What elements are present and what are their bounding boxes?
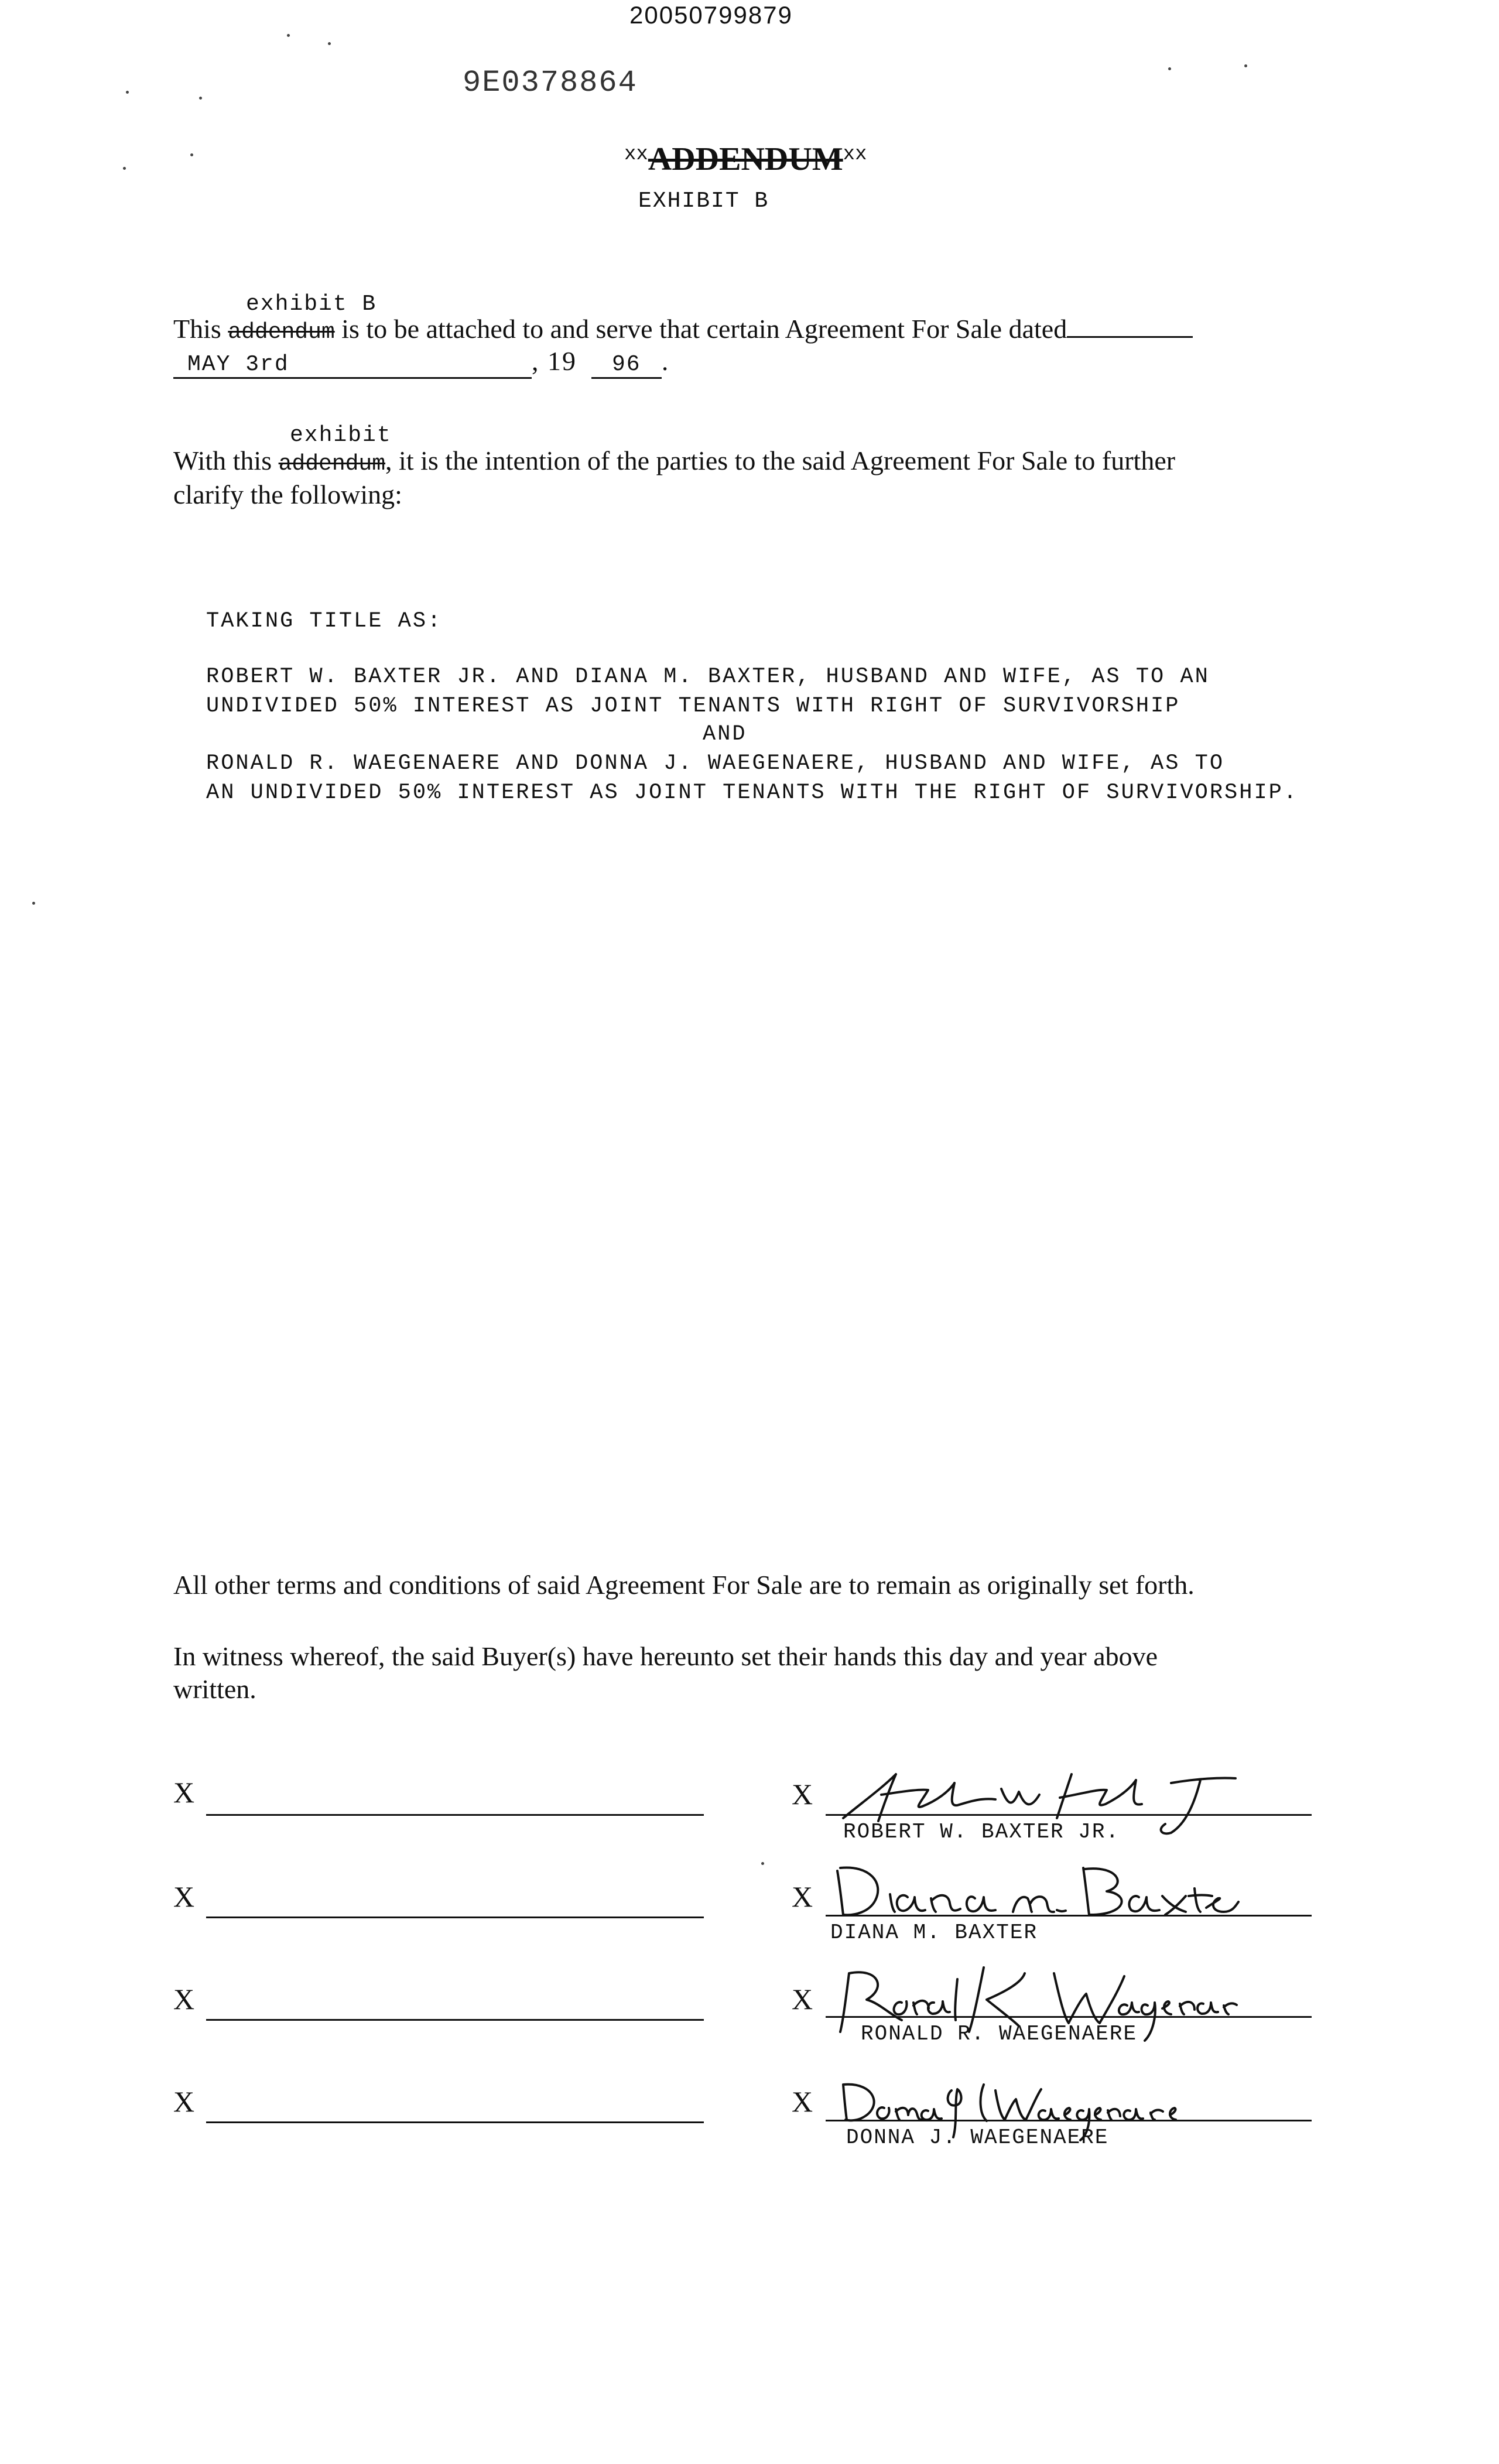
scan-speck <box>328 42 331 45</box>
left-sig-line-3 <box>206 2019 704 2021</box>
intro-text: is to be attached to and serve that certain Agreement For Sale dated <box>341 314 1067 344</box>
clarify-text-line1: , it is the intention of the parties to the said Agreement For Sale to further <box>385 446 1176 475</box>
intro-date-blank <box>1067 313 1193 338</box>
intro-year-prefix: , 19 <box>532 346 577 376</box>
title-suffix: xx <box>843 143 867 166</box>
body-line2: UNDIVIDED 50% INTEREST AS JOINT TENANTS WITH RIGHT OF SURVIVORSHIP <box>206 694 1180 718</box>
scan-speck <box>761 1862 764 1865</box>
left-sig-line-2 <box>206 1917 704 1918</box>
intro-line <box>173 313 1193 345</box>
signer-name-robert: ROBERT W. BAXTER JR. <box>843 1820 1120 1844</box>
title-prefix: xx <box>624 143 648 166</box>
body-heading: TAKING TITLE AS: <box>206 609 443 634</box>
intro-period: . <box>661 346 670 376</box>
scan-speck <box>199 97 202 100</box>
intro-insert: exhibit B <box>246 292 377 317</box>
scan-speck <box>126 91 129 94</box>
intro-this: This <box>173 314 221 344</box>
right-sig-mark-2: X <box>792 1880 813 1913</box>
document-subtitle: EXHIBIT B <box>638 189 769 214</box>
signature-robert-baxter <box>826 1748 1282 1844</box>
signature-donna-waegenaere <box>820 2067 1241 2146</box>
intro-year: 96 <box>591 352 662 379</box>
closing-witness-line2: written. <box>173 1674 256 1704</box>
document-title <box>624 141 867 178</box>
closing-witness-line1: In witness whereof, the said Buyer(s) have hereunto set their hands this day and year above <box>173 1641 1158 1671</box>
title-struck-word: ADDENDUM <box>648 141 843 177</box>
signature-ronald-waegenaere <box>820 1956 1241 2049</box>
scan-speck <box>287 34 290 37</box>
body-and: AND <box>703 722 747 747</box>
left-sig-mark-2: X <box>173 1880 195 1913</box>
left-sig-mark-3: X <box>173 1983 195 2015</box>
right-sig-mark-4: X <box>792 2085 813 2118</box>
closing-terms: All other terms and conditions of said Agreement For Sale are to remain as originally set forth. <box>173 1570 1195 1600</box>
signer-name-diana: DIANA M. BAXTER <box>830 1921 1038 1945</box>
scan-speck <box>123 167 126 170</box>
scan-speck <box>1168 67 1171 70</box>
signature-diana-baxter <box>820 1856 1241 1924</box>
scan-speck <box>190 153 193 156</box>
signer-name-ronald: RONALD R. WAEGENAERE <box>861 2022 1138 2046</box>
scan-speck <box>32 902 35 905</box>
clarify-struck-word: addendum <box>278 451 386 477</box>
right-sig-mark-1: X <box>792 1778 813 1811</box>
left-sig-mark-1: X <box>173 1776 195 1809</box>
body-line1: ROBERT W. BAXTER JR. AND DIANA M. BAXTER, HUSBAND AND WIFE, AS TO AN <box>206 665 1210 689</box>
intro-date-month: MAY 3rd <box>173 352 532 379</box>
intro-struck-word: addendum <box>228 320 335 345</box>
clarify-insert: exhibit <box>290 423 392 448</box>
clarify-line1 <box>173 445 1175 477</box>
left-sig-line-1 <box>206 1814 704 1816</box>
signer-name-donna: DONNA J. WAEGENAERE <box>846 2126 1109 2150</box>
clarify-line2: clarify the following: <box>173 480 402 509</box>
intro-date-line <box>173 345 669 379</box>
recording-stamp: 9E0378864 <box>463 66 638 100</box>
scan-speck <box>1244 64 1247 67</box>
document-number: 20050799879 <box>629 1 793 29</box>
body-line3: RONALD R. WAEGENAERE AND DONNA J. WAEGENAERE, HUSBAND AND WIFE, AS TO <box>206 751 1225 776</box>
left-sig-line-4 <box>206 2121 704 2123</box>
right-sig-mark-3: X <box>792 1983 813 2015</box>
left-sig-mark-4: X <box>173 2085 195 2118</box>
clarify-with-this: With this <box>173 446 272 475</box>
body-line4: AN UNDIVIDED 50% INTEREST AS JOINT TENANTS WITH THE RIGHT OF SURVIVORSHIP. <box>206 781 1299 805</box>
